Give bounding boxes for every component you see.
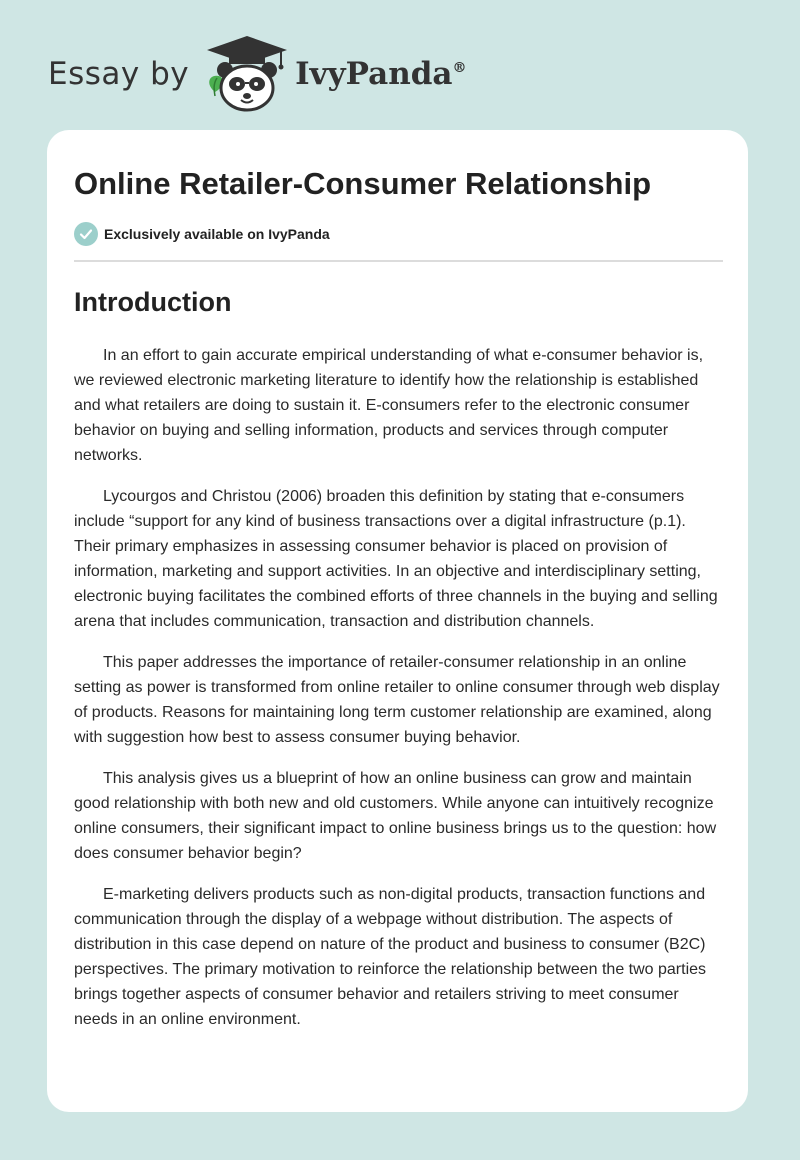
- section-heading: Introduction: [74, 287, 232, 317]
- paragraph: This analysis gives us a blueprint of how an online business can grow and maintain good relationship with both new and old customers. While anyone can intuitively recognize online consumers, their significant impact to online business brings us to the question: how does consumer behavior begin?: [74, 770, 717, 862]
- paragraph: Lycourgos and Christou (2006) broaden this definition by stating that e-consumers include “support for any kind of business transactions over a digital infrastructure (p.1). Their primary emphasizes in assessing consumer behavior is placed on provision of information, marketing and support activities. In an objective and interdisciplinary setting, electronic buying facilitates the combined efforts of three channels in the buying and selling arena that includes communication, transaction and distribution channels.: [74, 488, 718, 630]
- exclusive-label: Exclusively available on IvyPanda: [104, 226, 330, 242]
- essay-by-label: Essay by: [48, 56, 190, 92]
- paragraph: In an effort to gain accurate empirical understanding of what e-consumer behavior is, we reviewed electronic marketing literature to identify how the relationship is established and what retailers are doing to sustain it. E-consumers refer to the electronic consumer behavior on buying and selling information, products and services through computer networks.: [74, 347, 704, 464]
- check-icon: [74, 222, 98, 246]
- panda-logo-icon[interactable]: [201, 34, 293, 114]
- paragraph: E-marketing delivers products such as non-digital products, transaction functions and communication through the display of a webpage without distribution. The aspects of distribution in this case depend on nature of the product and business to consumer (B2C) perspectives. The primary motivation to reinforce the relationship between the two parties brings together aspects of consumer behavior and retailers striving to meet consumer needs in an online environment.: [74, 886, 707, 1028]
- registered-mark: ®: [452, 60, 467, 76]
- exclusive-badge: [74, 222, 330, 246]
- divider: [74, 260, 723, 262]
- page-title: Online Retailer-Consumer Relationship: [74, 166, 652, 201]
- essay-body: [74, 343, 723, 1048]
- essay-card: [47, 130, 748, 1112]
- brand-name[interactable]: [295, 56, 466, 92]
- paragraph: This paper addresses the importance of retailer-consumer relationship in an online setting as power is transformed from online retailer to online consumer through web display of products. Reasons for maintaining long term customer relationship are examined, along with suggestion how best to assess consumer buying behavior.: [74, 654, 720, 746]
- brand-label: IvyPanda: [295, 56, 453, 92]
- site-header: [48, 34, 467, 114]
